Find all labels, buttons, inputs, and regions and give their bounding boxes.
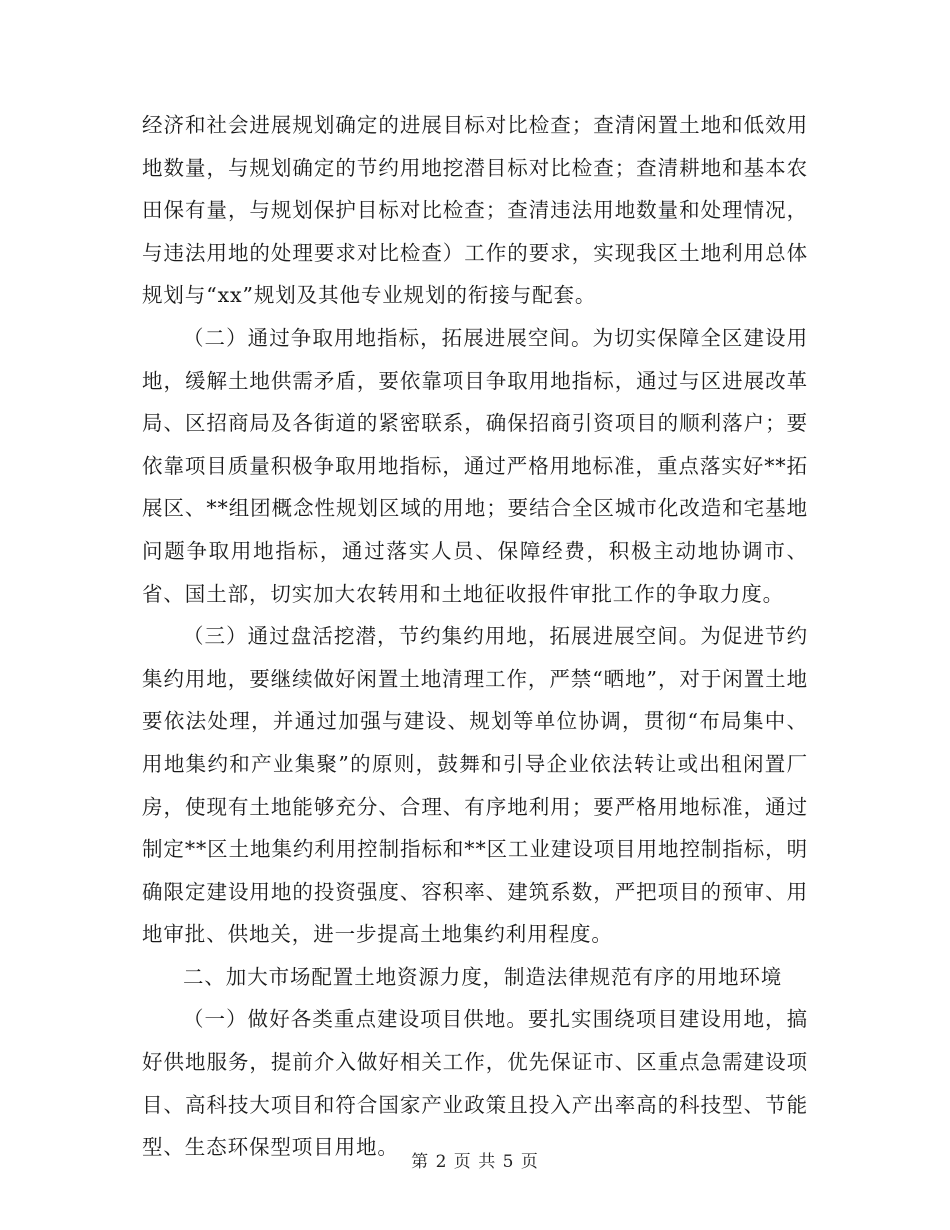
section-heading: 二、加大市场配置土地资源力度，制造法律规范有序的用地环境 xyxy=(183,964,783,989)
paragraph-subsection-1: （一）做好各类重点建设项目供地。要扎实围绕项目建设用地，搞好供地服务，提前介入做好相关工作，优先保证市、区重点急需建设项目、高科技大项目和符合国家产业政策且投入产出率高的科技型、节能型、生态环保型项目用地。 xyxy=(142,1007,808,1160)
paragraph-section-3: （三）通过盘活挖潜，节约集约用地，拓展进展空间。为促进节约集约用地，要继续做好闲置土地清理工作，严禁“晒地”，对于闲置土地要依法处理，并通过加强与建设、规划等单位协调，贯彻“布局集中、用地集约和产业集聚”的原则，鼓舞和引导企业依法转让或出租闲置厂房，使现有土地能够充分、合理、有序地利用；要严格用地标准，通过制定**区土地集约利用控制指标和**区工业建设项目用地控制指标，明确限定建设用地的投资强度、容积率、建筑系数，严把项目的预审、用地审批、供地关，进一步提高土地集约利用程度。 xyxy=(142,624,808,947)
paragraph-section-2: （二）通过争取用地指标，拓展进展空间。为切实保障全区建设用地，缓解土地供需矛盾，要依靠项目争取用地指标，通过与区进展改革局、区招商局及各街道的紧密联系，确保招商引资项目的顺利落户；要依靠项目质量积极争取用地指标，通过严格用地标准，重点落实好**拓展区、**组团概念性规划区域的用地；要结合全区城市化改造和宅基地问题争取用地指标，通过落实人员、保障经费，积极主动地协调市、省、国土部，切实加大农转用和土地征收报件审批工作的争取力度。 xyxy=(142,325,808,606)
document-body xyxy=(142,104,808,1169)
paragraph-continuation: 经济和社会进展规划确定的进展目标对比检查；查清闲置土地和低效用地数量，与规划确定的节约用地挖潜目标对比检查；查清耕地和基本农田保有量，与规划保护目标对比检查；查清违法用地数量和处理情况，与违法用地的处理要求对比检查）工作的要求，实现我区土地利用总体规划与“xx”规划及其他专业规划的衔接与配套。 xyxy=(142,113,808,308)
page-number-footer: 第 2 页 共 5 页 xyxy=(411,1152,539,1172)
